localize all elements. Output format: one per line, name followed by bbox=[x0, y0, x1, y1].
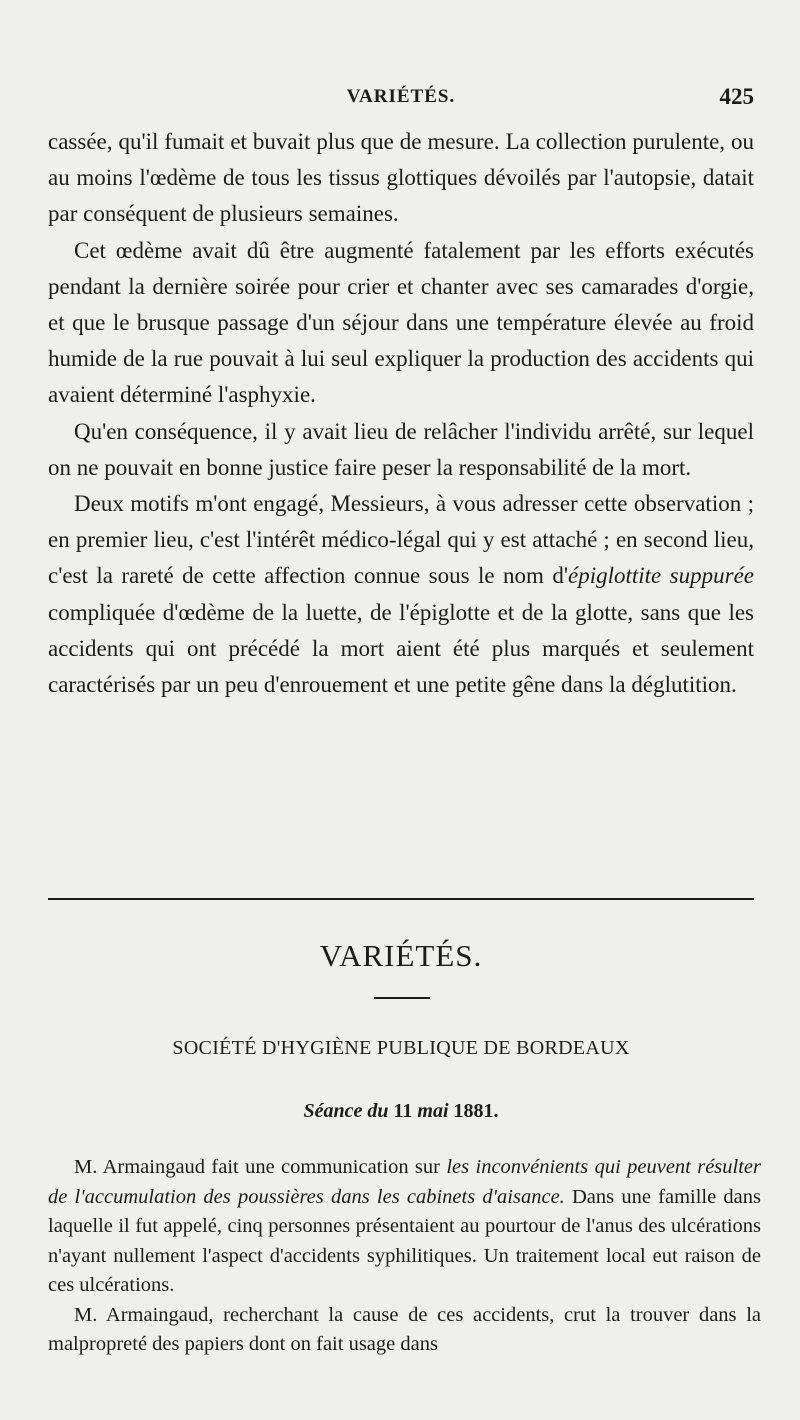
communication-text-start: M. Armaingaud fait une communication sur bbox=[74, 1156, 447, 1178]
motifs-text-end: compliquée d'œdème de la luette, de l'épiglotte et de la glotte, sans que les accidents qui ont précédé la mort aient été plus marqués et seulement caractérisés par un peu d'enrouement et une petite gêne dans la déglutition. bbox=[48, 599, 754, 698]
paragraph-communication bbox=[48, 1153, 761, 1301]
section-divider bbox=[48, 898, 754, 900]
session-month: mai bbox=[417, 1100, 449, 1122]
running-title: VARIÉTÉS. bbox=[346, 86, 456, 107]
motifs-text-start: Deux motifs m'ont engagé, Messieurs, à vous adresser cette observation ; en premier lieu, c'est l'intérêt médico-légal qui y est attaché ; en second lieu, c'est la rareté de cette affection connue sous le nom d' bbox=[48, 491, 754, 589]
paragraph-consequence: Qu'en conséquence, il y avait lieu de relâcher l'individu arrêté, sur lequel on ne pouvait en bonne justice faire peser la responsabilité de la mort. bbox=[48, 418, 754, 480]
running-head bbox=[48, 86, 754, 116]
section-title: VARIÉTÉS. bbox=[319, 938, 483, 973]
society-heading: SOCIÉTÉ D'HYGIÈNE PUBLIQUE DE BORDEAUX bbox=[172, 1037, 630, 1059]
session-date bbox=[48, 1100, 754, 1123]
article-body bbox=[48, 124, 754, 703]
communication-emphasis: les inconvénients qui peuvent résulter de l'accumulation des poussières dans les cabinets d'aisance. bbox=[48, 1156, 761, 1208]
session-day: 11 bbox=[393, 1100, 418, 1122]
page-number: 425 bbox=[719, 84, 754, 109]
title-underline bbox=[374, 997, 430, 999]
motifs-emphasis: épiglottite suppurée bbox=[567, 563, 754, 589]
session-body bbox=[48, 1153, 761, 1360]
communication-text-end: Dans une famille dans laquelle il fut appelé, cinq personnes présentaient au pourtour de l'anus des ulcérations n'ayant nullement l'aspect d'accidents syphilitiques. Un traitement local eut raison de ces ulcérations. bbox=[48, 1185, 761, 1296]
paragraph-motifs bbox=[48, 486, 754, 703]
paragraph-oedeme: Cet œdème avait dû être augmenté fatalement par les efforts exécutés pendant la dernière soirée pour crier et chanter avec ses camarades d'orgie, et que le brusque passage d'un séjour dans une température élevée au froid humide de la rue pouvait à lui seul expliquer la production des accidents qui avaient déterminé l'asphyxie. bbox=[48, 237, 754, 408]
session-prefix: Séance du bbox=[303, 1100, 394, 1122]
session-year: 1881. bbox=[448, 1100, 499, 1122]
paragraph-recherche: M. Armaingaud, recherchant la cause de ces accidents, crut la trouver dans la malpropreté des papiers dont on fait usage dans bbox=[48, 1303, 761, 1355]
paragraph-continuation: cassée, qu'il fumait et buvait plus que de mesure. La collection purulente, ou au moins l'œdème de tous les tissus glottiques dévoilés par l'autopsie, datait par conséquent de plusieurs semaines. bbox=[48, 129, 754, 227]
